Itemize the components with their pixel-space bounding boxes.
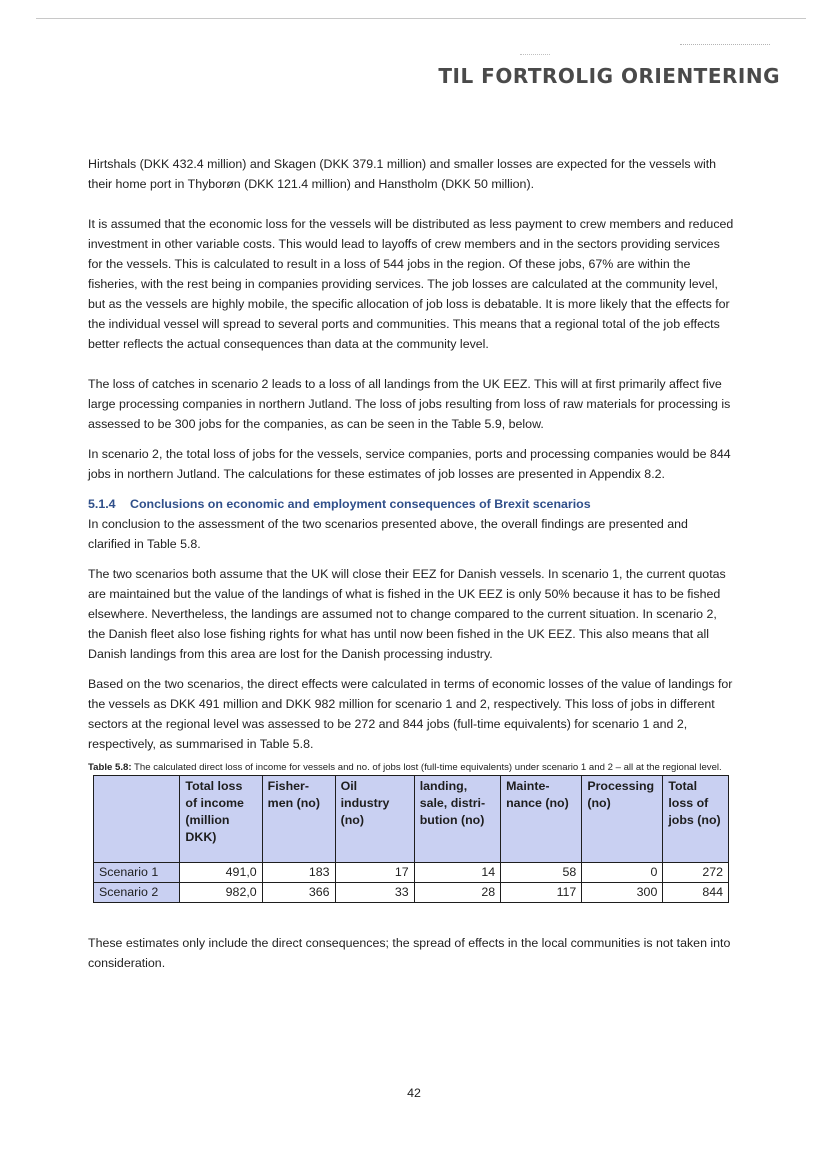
- table-cell: 183: [262, 863, 335, 883]
- table-caption-label: Table 5.8:: [88, 762, 132, 773]
- paragraph: In conclusion to the assessment of the two scenarios presented above, the overall findings are presented and clarified in Table 5.8.: [88, 517, 688, 551]
- section-heading: [88, 494, 734, 514]
- table-row: [94, 863, 729, 883]
- paragraph: These estimates only include the direct consequences; the spread of effects in the local communities is not taken into consideration.: [88, 936, 731, 970]
- paragraph: Based on the two scenarios, the direct effects were calculated in terms of economic losses of the value of landings for the vessels as DKK 491 million and DKK 982 million for scenario 1 and 2, respectively. This loss of jobs in different sectors at the regional level was assessed to be 272 and 844 jobs (full-time equivalents) for scenario 1 and 2, respectively, as summarised in Table 5.8.: [88, 677, 733, 751]
- table-cell: 117: [501, 883, 582, 903]
- column-header: landing, sale, distri-bution (no): [414, 776, 500, 863]
- paragraph: The two scenarios both assume that the UK will close their EEZ for Danish vessels. In scenario 1, the current quotas are maintained but the value of the landings of what is fished in the UK EEZ is only 50% because it has to be fished elsewhere. Nevertheless, the landings are assumed not to change compared to the current situation. In scenario 2, the Danish fleet also lose fishing rights for what has until now been fished in the UK EEZ. This also means that all Danish landings from this area are lost for the Danish processing industry.: [88, 567, 726, 661]
- stamp-artifact: [680, 44, 770, 46]
- column-header: Processing (no): [582, 776, 663, 863]
- table-caption-text: The calculated direct loss of income for vessels and no. of jobs lost (full-time equivalents) under scenario 1 and 2 – all at the regional level.: [131, 762, 722, 773]
- column-header: Total loss of income (million DKK): [180, 776, 262, 863]
- paragraph: Hirtshals (DKK 432.4 million) and Skagen (DKK 379.1 million) and smaller losses are expected for the vessels with their home port in Thyborøn (DKK 121.4 million) and Hanstholm (DKK 50 million).: [88, 157, 717, 191]
- table-cell: 366: [262, 883, 335, 903]
- column-header: Total loss of jobs (no): [663, 776, 729, 863]
- table-cell: 14: [414, 863, 500, 883]
- results-table: [93, 775, 729, 903]
- table-cell: 844: [663, 883, 729, 903]
- table-cell: 300: [582, 883, 663, 903]
- table-cell: 491,0: [180, 863, 262, 883]
- confidential-stamp: TIL FORTROLIG ORIENTERING: [438, 64, 780, 88]
- table-row: [94, 883, 729, 903]
- table-cell: 33: [335, 883, 414, 903]
- section-title: Conclusions on economic and employment consequences of Brexit scenarios: [130, 497, 591, 511]
- table-cell: 982,0: [180, 883, 262, 903]
- table-cell: 0: [582, 863, 663, 883]
- section-number: 5.1.4: [88, 497, 116, 511]
- page-number: 42: [407, 1086, 421, 1100]
- column-header: Mainte-nance (no): [501, 776, 582, 863]
- table-cell: 17: [335, 863, 414, 883]
- column-header: Oil industry (no): [335, 776, 414, 863]
- row-label: Scenario 2: [94, 883, 180, 903]
- stamp-artifact: [520, 54, 550, 56]
- table-header-row: [94, 776, 729, 863]
- column-header: Fisher-men (no): [262, 776, 335, 863]
- paragraph: In scenario 2, the total loss of jobs for the vessels, service companies, ports and processing companies would be 844 jobs in northern Jutland. The calculations for these estimates of job losses are presented in Appendix 8.2.: [88, 447, 731, 481]
- row-label: Scenario 1: [94, 863, 180, 883]
- page-content: [88, 154, 734, 973]
- top-rule: [36, 18, 806, 19]
- table-cell: 58: [501, 863, 582, 883]
- table-cell: 28: [414, 883, 500, 903]
- table-corner-cell: [94, 776, 180, 863]
- paragraph: It is assumed that the economic loss for the vessels will be distributed as less payment to crew members and reduced investment in other variable costs. This would lead to layoffs of crew members and in the sectors providing services for the vessels. This is calculated to result in a loss of 544 jobs in the region. Of these jobs, 67% are within the fisheries, with the rest being in companies providing services. The job losses are calculated at the community level, but as the vessels are highly mobile, the specific allocation of job loss is debatable. It is more likely that the effects for the individual vessel will spread to several ports and communities. This means that a regional total of the job effects better reflects the actual consequences than data at the community level.: [88, 217, 734, 351]
- paragraph: The loss of catches in scenario 2 leads to a loss of all landings from the UK EEZ. This will at first primarily affect five large processing companies in northern Jutland. The loss of jobs resulting from loss of raw materials for processing is assessed to be 300 jobs for the companies, as can be seen in the Table 5.9, below.: [88, 377, 731, 431]
- table-caption: [88, 762, 734, 774]
- table-cell: 272: [663, 863, 729, 883]
